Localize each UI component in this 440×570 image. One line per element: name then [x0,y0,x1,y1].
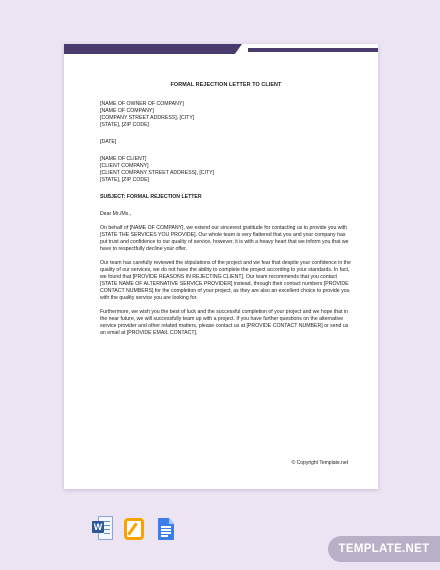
recipient-line: [CLIENT COMPANY STREET ADDRESS], [CITY] [100,170,215,176]
letter-body [100,82,352,344]
sender-line: [NAME OF COMPANY] [100,108,154,114]
letter-subject: SUBJECT: FORMAL REJECTION LETTER [100,194,202,200]
copyright-text: © Copyright Template.net [291,460,348,466]
sender-address [100,101,352,129]
sender-line: [COMPANY STREET ADDRESS], [CITY] [100,115,195,121]
sender-line: [STATE], [ZIP CODE] [100,122,149,128]
docs-fold-shape [169,518,174,524]
template-net-badge[interactable]: TEMPLATE.NET [328,536,440,562]
header-band-thin [248,48,378,52]
recipient-line: [NAME OF CLIENT] [100,156,147,162]
letter-title: FORMAL REJECTION LETTER TO CLIENT [170,82,282,88]
pages-icon[interactable] [124,518,144,540]
paragraph: Our team has carefully reviewed the stipulations of the project and we fear that despite your confidence in the quality of our services, we do not have the ability to complete the project according to your standards. In fact, we found that [PROVIDE REASONS IN REJECTING CLIENT]. Our team recommends that you contact [STATE NAME OF ALTERNATIVE SERVICE PROVIDER] instead, through their contact numbers [PROVIDE CONTACT NUMBERS] for the completion of your project, as they are also an excellent choice to provide you with the quality service you are looking for. [100,260,351,301]
recipient-line: [CLIENT COMPANY] [100,163,149,169]
date-line: [DATE] [100,139,117,145]
letter-greeting: Dear Mr./Ms., [100,211,132,217]
letter-date [100,139,352,146]
google-docs-icon[interactable] [158,518,174,540]
sender-line: [NAME OF OWNER OF COMPANY] [100,101,184,107]
pen-shape [127,522,137,535]
paragraph: On behalf of [NAME OF COMPANY], we extend our sincerest gratitude for contacting us to provide you with [STATE THE SERVICES YOU PROVIDE]. Our whole team is very flattered that you and your company has put trust and confidence to our quality of service, however, it is with a heavy heart that we inform you that we have to respectfully decline your offer. [100,225,349,252]
header-band [64,44,378,54]
app-icon-row [92,516,174,540]
recipient-address [100,156,352,184]
recipient-line: [STATE], [ZIP CODE] [100,177,149,183]
header-band-main [64,44,242,54]
paragraph: Furthermore, we wish you the best of luck and the successful completion of your project and we hope that in the near future, we will successfully team up with a project. If you have further questions on the alternative service provider and other related matters, please contact us at [PROVIDE CONTACT NUMBER] or send us an email at [PROVIDE EMAIL CONTACT]. [100,309,349,336]
word-icon[interactable] [92,516,110,540]
document-page [64,44,378,489]
word-letter: W [93,522,103,532]
